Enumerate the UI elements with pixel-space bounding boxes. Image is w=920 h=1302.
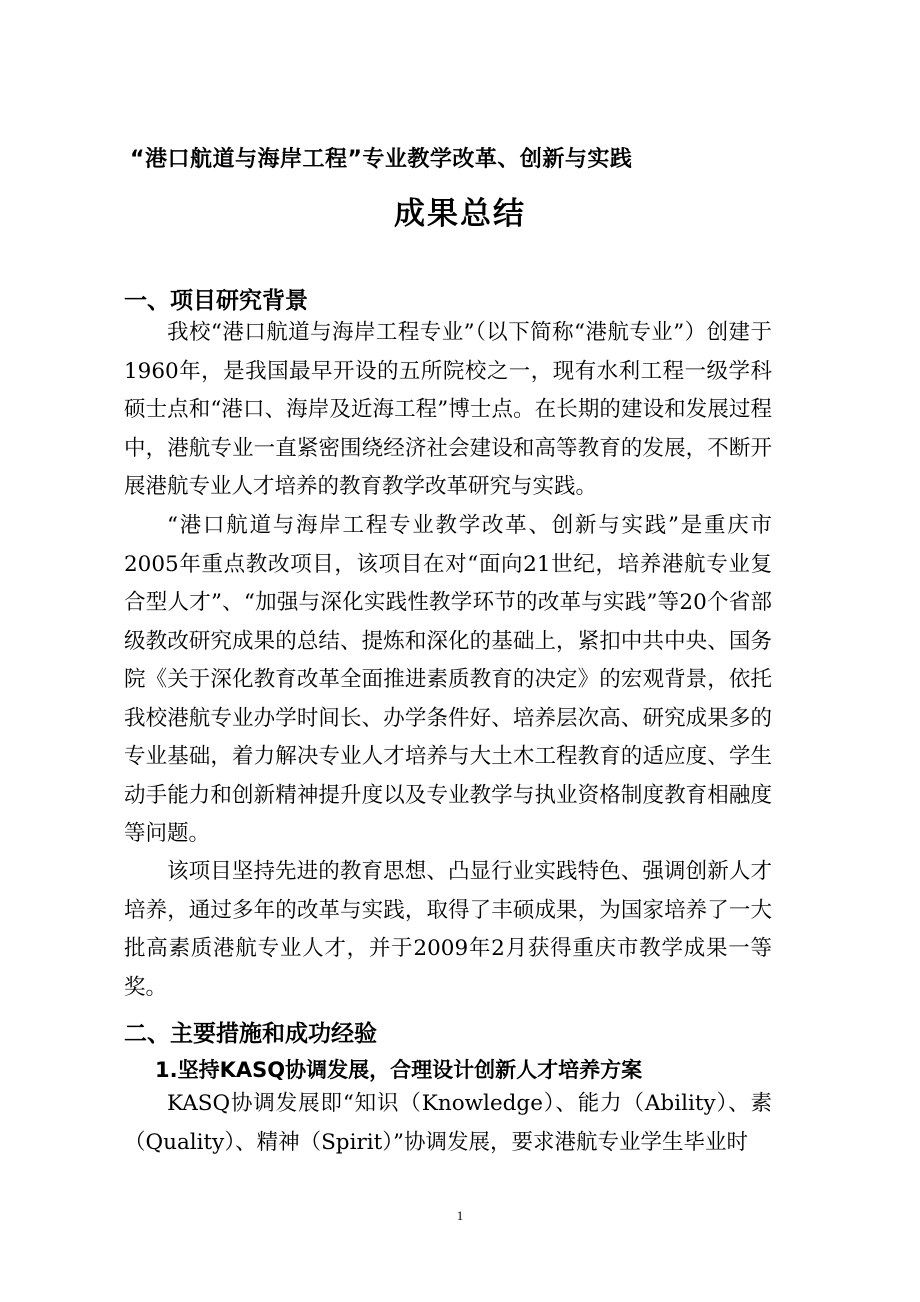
section-heading-background: 一、项目研究背景: [124, 288, 308, 314]
document-title: 成果总结: [394, 196, 526, 232]
paragraph-background-3: 该项目坚持先进的教育思想、凸显行业实践特色、强调创新人才培养，通过多年的改革与实践，取得了丰硕成果，为国家培养了一大批高素质港航专业人才，并于2009年2月获得重庆市教学成果一等奖。: [124, 859, 772, 1000]
paragraph-background-2: “港口航道与海岸工程专业教学改革、创新与实践”是重庆市2005年重点教改项目，该项目在对“面向21世纪，培养港航专业复合型人才”、“加强与深化实践性教学环节的改革与实践”等20个省部级教改研究成果的总结、提炼和深化的基础上，紧扣中共中央、国务院《关于深化教育改革全面推进素质教育的决定》的宏观背景，依托我校港航专业办学时间长、办学条件好、培养层次高、研究成果多的专业基础，着力解决专业人才培养与大土木工程教育的适应度、学生动手能力和创新精神提升度以及专业教学与执业资格制度教育相融度等问题。: [124, 513, 772, 846]
document-subtitle: “港口航道与海岸工程”专业教学改革、创新与实践: [130, 147, 633, 172]
subsection-heading-kasq: 1.坚持KASQ协调发展，合理设计创新人才培养方案: [155, 1058, 643, 1082]
page-number: 1: [456, 1208, 464, 1223]
section-heading-measures: 二、主要措施和成功经验: [124, 1021, 377, 1047]
paragraph-background-1: 我校“港口航道与海岸工程专业”（以下简称“港航专业”）创建于1960年，是我国最早开设的五所院校之一，现有水利工程一级学科硕士点和“港口、海岸及近海工程”博士点。在长期的建设和发展过程中，港航专业一直紧密围绕经济社会建设和高等教育的发展，不断开展港航专业人才培养的教育教学改革研究与实践。: [124, 320, 772, 499]
paragraph-kasq: KASQ协调发展即“知识（Knowledge）、能力（Ability）、素（Quality）、精神（Spirit）”协调发展，要求港航专业学生毕业时: [124, 1091, 772, 1155]
